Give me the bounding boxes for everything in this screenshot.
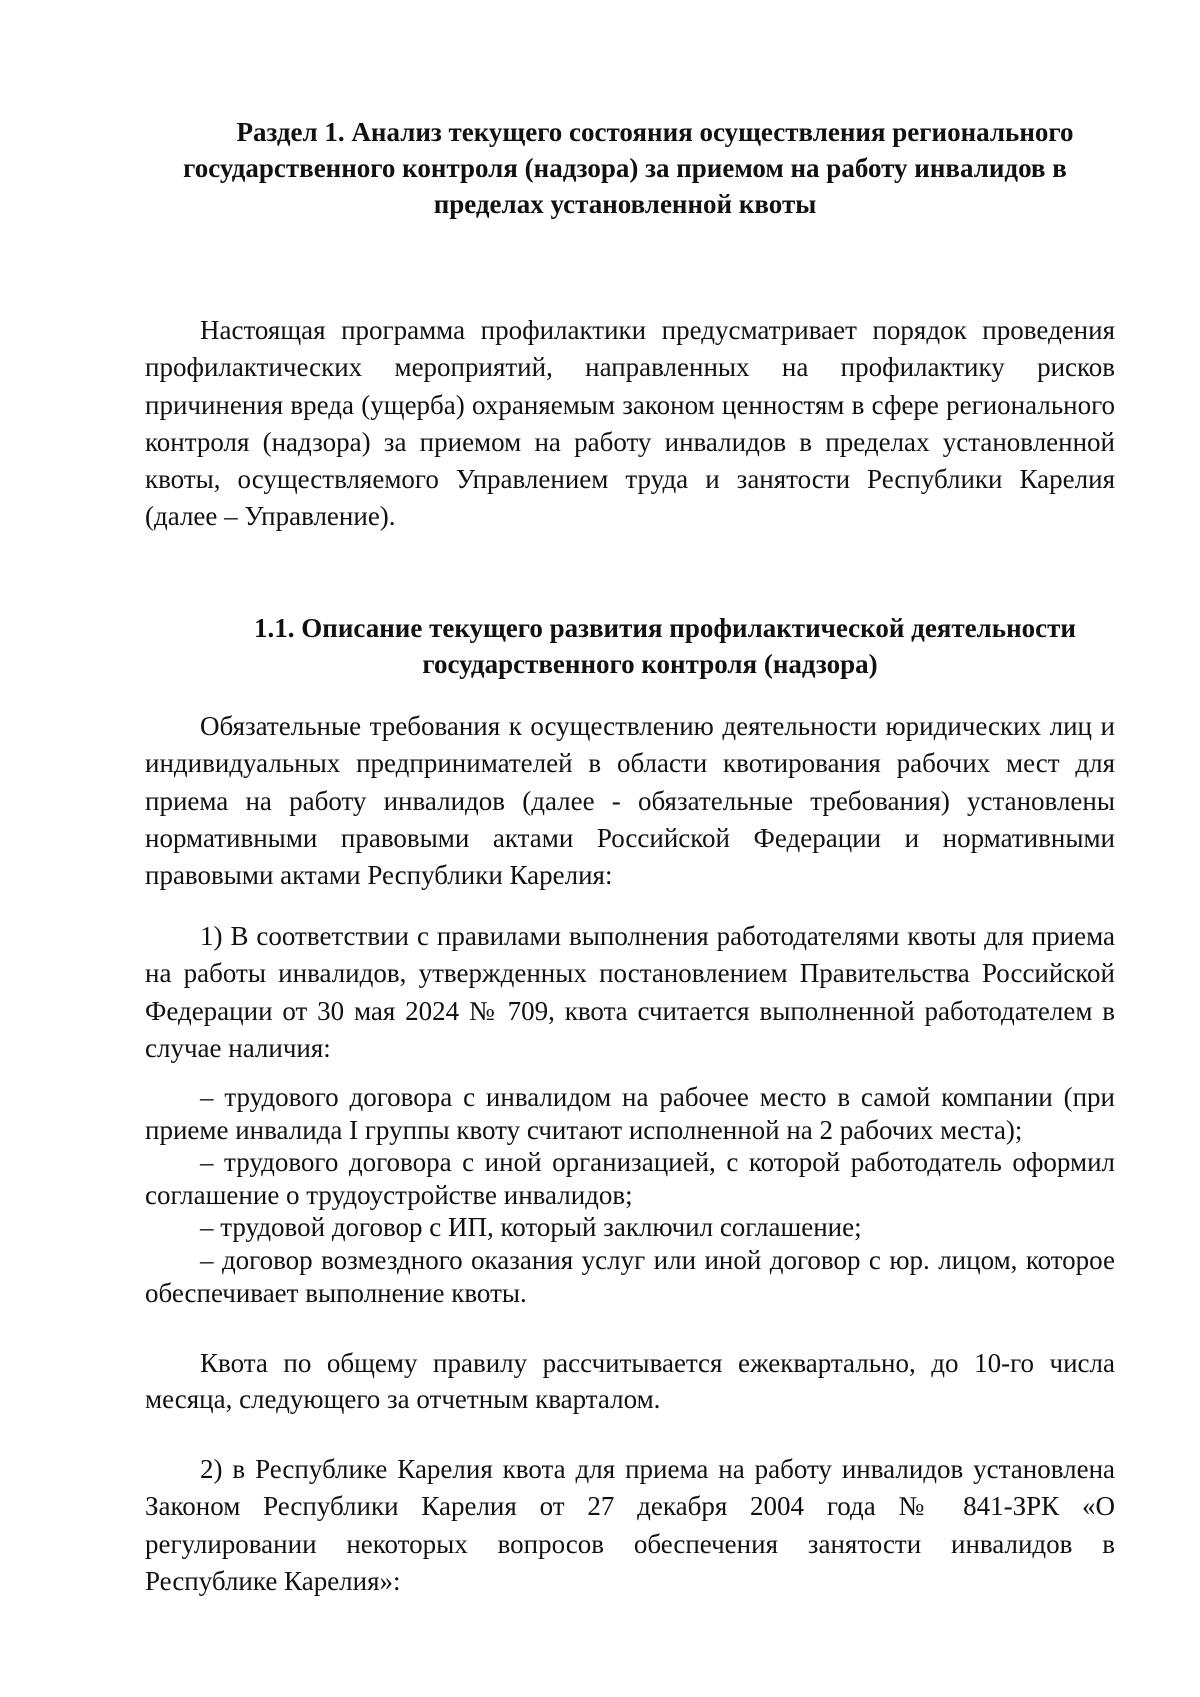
section-title-line1: Раздел 1. Анализ текущего состояния осуществления регионального [236, 117, 1074, 147]
point-2-paragraph: 2) в Республике Карелия квота для приема на работу инвалидов установлена Законом Республики Карелия от 27 декабря 2004 года № 841-ЗРК «О регулировании некоторых вопросов обеспечения занятости инвалидов в Республике Карелия»: [145, 1454, 1115, 1596]
list-item: – трудового договора с иной организацией, с которой работодатель оформил соглашение о трудоустройстве инвалидов; [145, 1147, 1115, 1210]
quota-conditions-list [145, 1081, 1115, 1309]
section-title [160, 114, 1090, 222]
list-item: – трудовой договор с ИП, который заключил соглашение; [200, 1212, 862, 1243]
intro-paragraph: Настоящая программа профилактики предусматривает порядок проведения профилактических мероприятий, направленных на профилактику рисков причинения вреда (ущерба) охраняемым законом ценностям в сфере регионального контроля (надзора) за приемом на работу инвалидов в пределах установленной квоты, осуществляемого Управлением труда и занятости Республики Карелия (далее – Управление). [145, 315, 1115, 532]
list-item: – трудового договора с инвалидом на рабочее место в самой компании (при приеме инвалида I группы квоту считают исполненной на 2 рабочих места); [145, 1082, 1115, 1145]
requirements-paragraph: Обязательные требования к осуществлению деятельности юридических лиц и индивидуальных предпринимателей в области квотирования рабочих мест для приема на работу инвалидов (далее - обязательные требования) установлены нормативными правовыми актами Российской Федерации и нормативными правовыми актами Республики Карелия: [145, 711, 1115, 891]
point-1-paragraph: 1) В соответствии с правилами выполнения работодателями квоты для приема на работы инвалидов, утвержденных постановлением Правительства Российской Федерации от 30 мая 2024 № 709, квота считается выполненной работодателем в случае наличия: [145, 921, 1115, 1063]
subsection-title-line1: 1.1. Описание текущего развития профилактической деятельности [254, 613, 1076, 643]
quota-paragraph: Квота по общему правилу рассчитывается ежеквартально, до 10-го числа месяца, следующего за отчетным кварталом. [145, 1348, 1115, 1414]
list-item: – договор возмездного оказания услуг или иной договор с юр. лицом, которое обеспечивает выполнение квоты. [145, 1244, 1115, 1308]
subsection-title-rest: государственного контроля (надзора) [422, 649, 878, 679]
section-title-rest: государственного контроля (надзора) за приемом на работу инвалидов в пределах установленной квоты [183, 153, 1067, 219]
subsection-title [200, 610, 1100, 682]
